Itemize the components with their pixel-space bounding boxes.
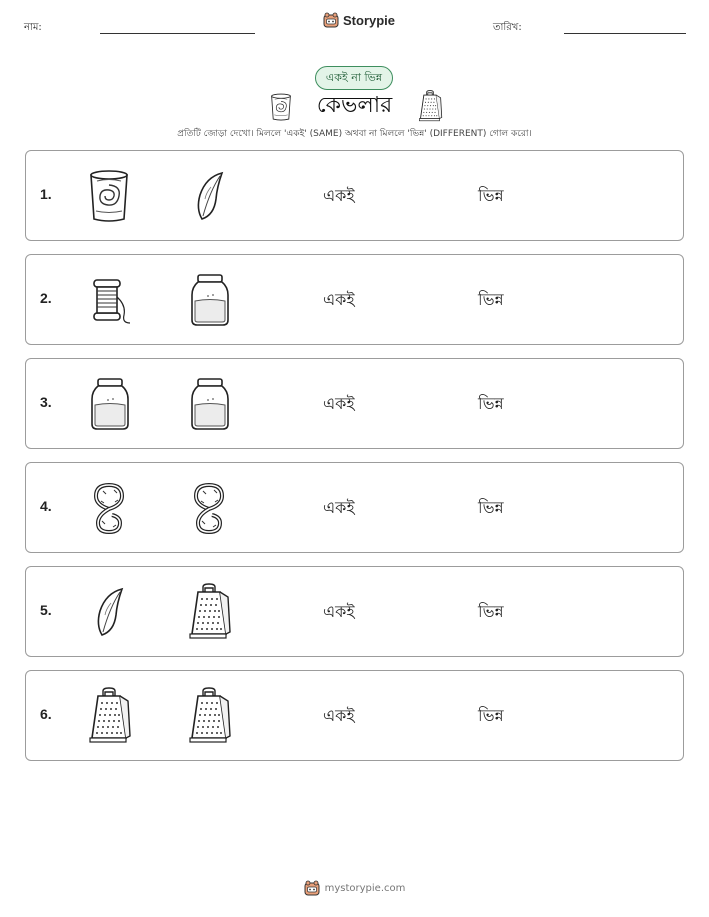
rope-knot-icon <box>84 479 134 537</box>
jar-icon <box>184 271 234 329</box>
date-line[interactable] <box>564 33 686 34</box>
question-number: 4. <box>40 498 52 514</box>
worksheet-type-badge: একই না ভিন্ন <box>315 66 393 90</box>
option-same[interactable]: একই <box>323 290 355 309</box>
question-row <box>25 566 684 657</box>
grater-icon <box>84 687 134 745</box>
footer-site[interactable]: mystorypie.com <box>324 882 406 894</box>
option-different[interactable]: ভিন্ন <box>478 602 504 621</box>
rope-knot-icon <box>184 479 234 537</box>
question-row <box>25 150 684 241</box>
option-same[interactable]: একই <box>323 498 355 517</box>
question-row <box>25 358 684 449</box>
title-row <box>0 90 709 122</box>
jar-icon <box>84 375 134 433</box>
question-number: 5. <box>40 602 52 618</box>
brand-name: Storypie <box>343 12 396 28</box>
question-number: 3. <box>40 394 52 410</box>
jar-icon <box>184 375 234 433</box>
date-label: তারিখ: <box>493 22 522 33</box>
toilet-paper-icon <box>84 167 134 225</box>
instructions: প্রতিটি জোড়া দেখো। মিললে 'একই' (SAME) অথবা না মিললে 'ভিন্ন' (DIFFERENT) গোল করো। <box>177 129 532 139</box>
name-label: নাম: <box>24 22 42 33</box>
option-same[interactable]: একই <box>323 706 355 725</box>
storypie-logo-icon <box>304 880 320 896</box>
storypie-logo-icon <box>323 12 339 28</box>
brand <box>323 12 395 28</box>
question-row <box>25 254 684 345</box>
grater-icon <box>416 90 444 122</box>
name-line[interactable] <box>100 33 255 34</box>
question-row <box>25 670 684 761</box>
question-number: 2. <box>40 290 52 306</box>
toilet-paper-icon <box>268 92 294 122</box>
question-number: 1. <box>40 186 52 202</box>
option-same[interactable]: একই <box>323 394 355 413</box>
option-same[interactable]: একই <box>323 186 355 205</box>
question-row <box>25 462 684 553</box>
thread-spool-icon <box>84 271 134 329</box>
option-different[interactable]: ভিন্ন <box>478 394 504 413</box>
leaf-icon <box>184 167 234 225</box>
page-title: কেভলার <box>316 93 393 118</box>
option-different[interactable]: ভিন্ন <box>478 706 504 725</box>
leaf-icon <box>84 583 134 641</box>
option-different[interactable]: ভিন্ন <box>478 290 504 309</box>
grater-icon <box>184 583 234 641</box>
option-same[interactable]: একই <box>323 602 355 621</box>
grater-icon <box>184 687 234 745</box>
question-number: 6. <box>40 706 52 722</box>
footer <box>0 880 709 896</box>
option-different[interactable]: ভিন্ন <box>478 498 504 517</box>
option-different[interactable]: ভিন্ন <box>478 186 504 205</box>
